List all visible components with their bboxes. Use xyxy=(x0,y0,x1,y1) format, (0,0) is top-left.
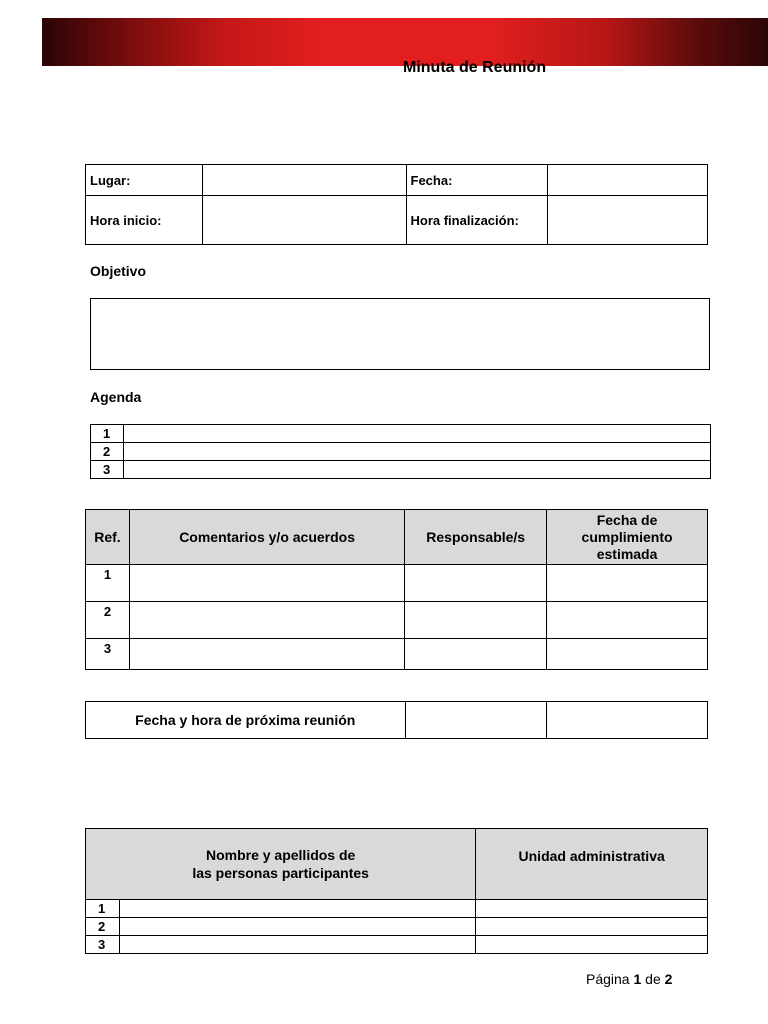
responsable-header: Responsable/s xyxy=(405,510,547,565)
objetivo-label: Objetivo xyxy=(90,263,147,279)
participant-number: 2 xyxy=(86,918,120,936)
responsable-field[interactable] xyxy=(405,602,547,639)
current-page: 1 xyxy=(633,971,642,987)
agenda-row xyxy=(91,425,711,443)
ref-number: 3 xyxy=(86,639,130,670)
page-counter xyxy=(586,971,672,987)
hora-inicio-label: Hora inicio: xyxy=(86,196,203,245)
participant-name-header-line2: las personas participantes xyxy=(192,865,369,881)
table-row xyxy=(86,900,708,918)
ref-number: 1 xyxy=(86,565,130,602)
unit-header: Unidad administrativa xyxy=(476,829,708,900)
hora-fin-label: Hora finalización: xyxy=(406,196,547,245)
participant-number: 1 xyxy=(86,900,120,918)
participant-name-field[interactable] xyxy=(119,900,475,918)
table-row xyxy=(86,918,708,936)
agenda-number: 1 xyxy=(91,425,124,443)
participant-unit-field[interactable] xyxy=(476,918,708,936)
table-row xyxy=(86,565,708,602)
participant-number: 3 xyxy=(86,936,120,954)
agenda-item-field[interactable] xyxy=(124,443,711,461)
agenda-item-field[interactable] xyxy=(124,425,711,443)
fecha-cumplimiento-field[interactable] xyxy=(547,565,708,602)
comments-table xyxy=(85,509,708,670)
participant-name-header-line1: Nombre y apellidos de xyxy=(205,847,356,863)
next-meeting-table xyxy=(85,701,708,739)
comment-field[interactable] xyxy=(129,565,404,602)
table-row xyxy=(86,639,708,670)
document-title: Minuta de Reunión xyxy=(403,59,547,76)
participant-unit-field[interactable] xyxy=(476,900,708,918)
fecha-cumplimiento-field[interactable] xyxy=(547,602,708,639)
participant-name-field[interactable] xyxy=(119,936,475,954)
objetivo-field[interactable] xyxy=(90,298,710,370)
agenda-number: 3 xyxy=(91,461,124,479)
agenda-row xyxy=(91,461,711,479)
ref-header: Ref. xyxy=(86,510,130,565)
fecha-field[interactable] xyxy=(547,165,707,196)
agenda-table xyxy=(90,424,711,479)
participant-unit-field[interactable] xyxy=(476,936,708,954)
participant-name-field[interactable] xyxy=(119,918,475,936)
agenda-item-field[interactable] xyxy=(124,461,711,479)
agenda-row xyxy=(91,443,711,461)
responsable-field[interactable] xyxy=(405,639,547,670)
table-row xyxy=(86,602,708,639)
page-word: Página xyxy=(586,971,630,987)
hora-inicio-field[interactable] xyxy=(203,196,406,245)
meeting-info-table xyxy=(85,164,708,245)
hora-fin-field[interactable] xyxy=(547,196,707,245)
participants-table xyxy=(85,828,708,954)
fecha-label: Fecha: xyxy=(406,165,547,196)
lugar-label: Lugar: xyxy=(86,165,203,196)
next-meeting-date-field[interactable] xyxy=(405,702,547,739)
comment-field[interactable] xyxy=(129,639,404,670)
agenda-label: Agenda xyxy=(90,389,142,405)
total-pages: 2 xyxy=(664,971,673,987)
responsable-field[interactable] xyxy=(405,565,547,602)
fecha-cumplimiento-field[interactable] xyxy=(547,639,708,670)
comment-field[interactable] xyxy=(129,602,404,639)
next-meeting-label: Fecha y hora de próxima reunión xyxy=(86,702,406,739)
of-word: de xyxy=(645,971,661,987)
lugar-field[interactable] xyxy=(203,165,406,196)
participant-name-header xyxy=(86,829,476,900)
next-meeting-time-field[interactable] xyxy=(547,702,708,739)
comments-header: Comentarios y/o acuerdos xyxy=(129,510,404,565)
agenda-number: 2 xyxy=(91,443,124,461)
table-row xyxy=(86,936,708,954)
fecha-cumplimiento-header: Fecha de cumplimiento estimada xyxy=(547,510,708,565)
ref-number: 2 xyxy=(86,602,130,639)
